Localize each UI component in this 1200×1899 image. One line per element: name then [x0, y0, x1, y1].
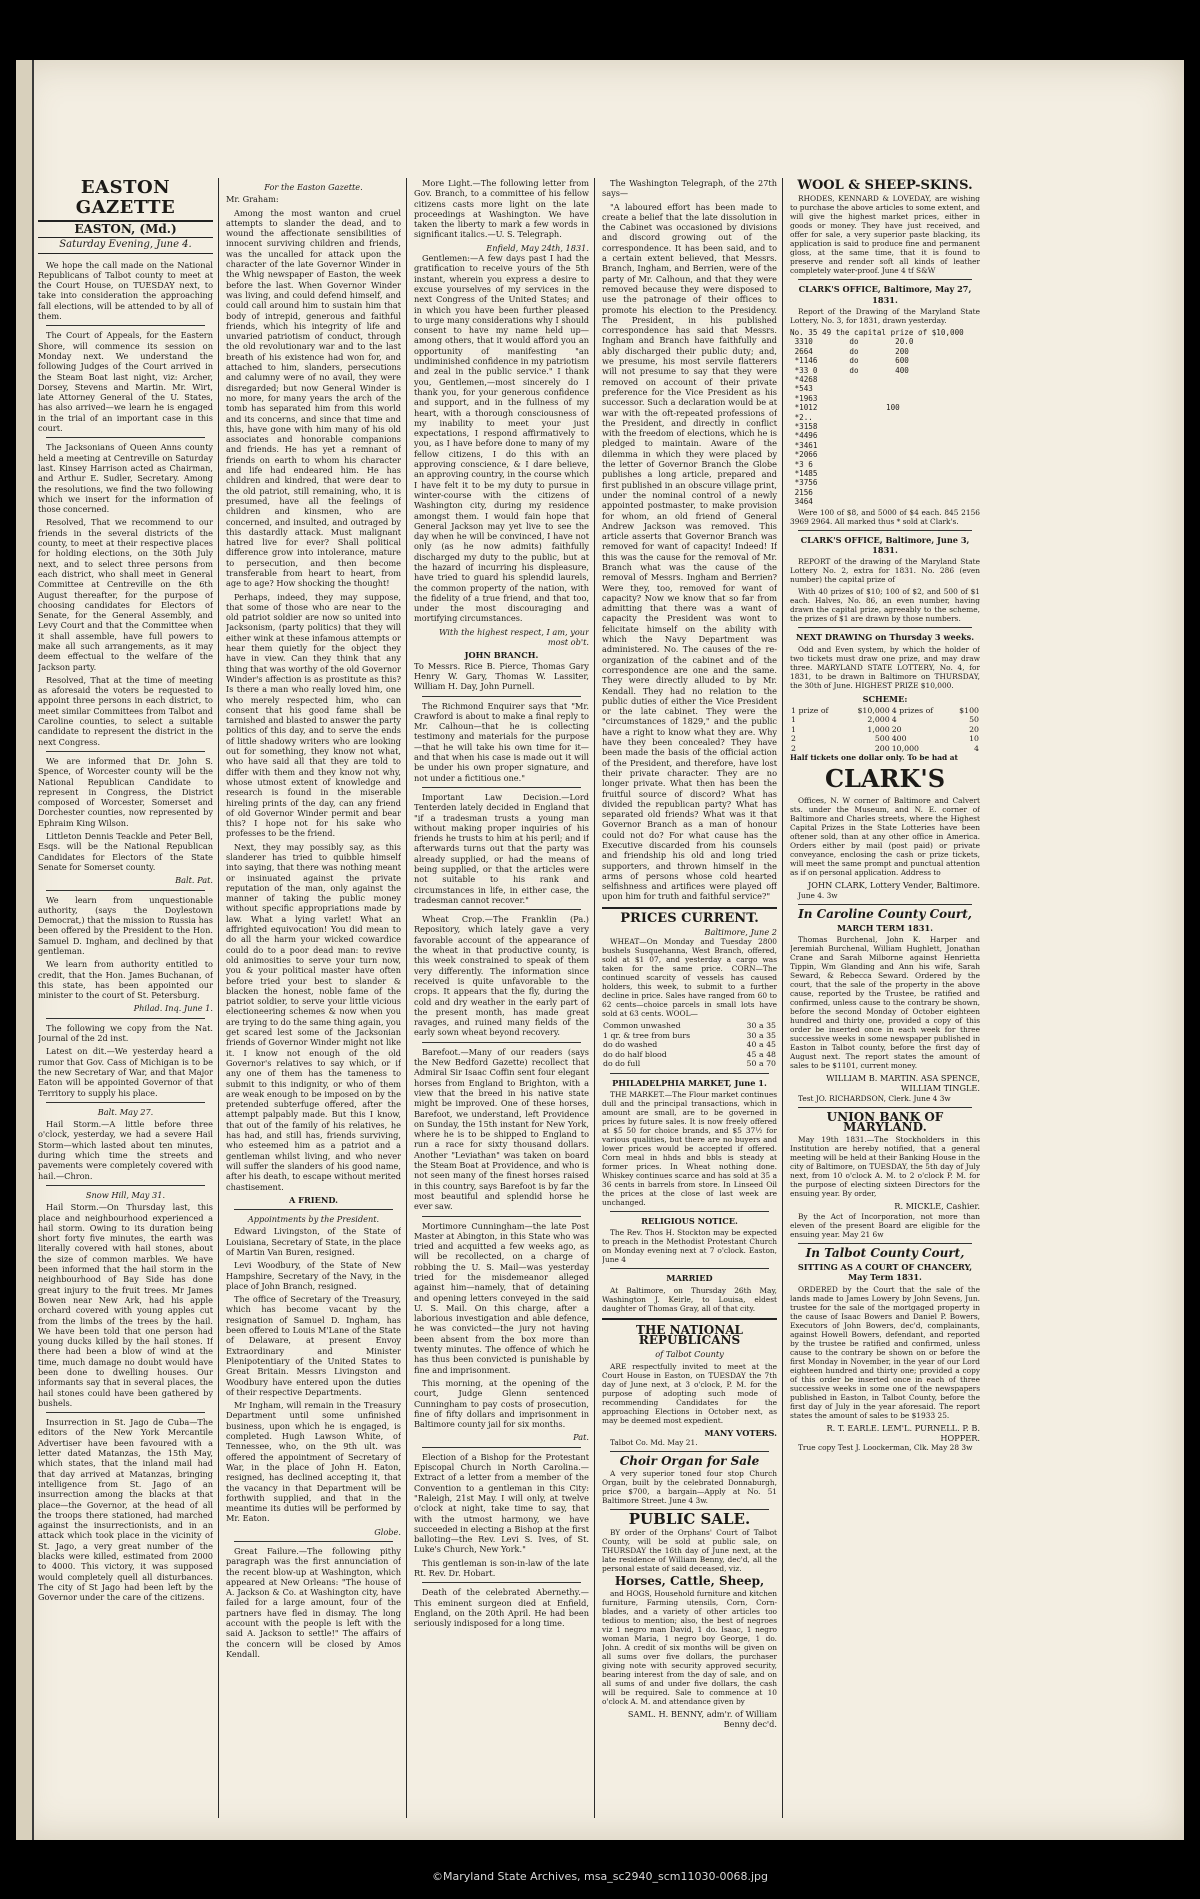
ad-text: ARE respectfully invited to meet at the Court House in Easton, on TUESDAY the 7th day of June next, at 3 o'clock, P. M. for the purpose of adopting such mode of recommending Candidates for the approaching Elections in October next, as may be deemed most expedient.: [602, 1361, 777, 1425]
ad-subheading: MARCH TERM 1831.: [836, 922, 933, 933]
ad-emphasis: Horses, Cattle, Sheep,: [614, 1573, 765, 1588]
divider: [602, 907, 777, 909]
divider: [422, 1042, 581, 1043]
divider: [798, 1243, 972, 1244]
article-paragraph: Hail Storm.—A little before three o'clock, yesterday, we had a severe Hail Storm—which lasted about ten minutes, during which time the streets and pavements were completely covered with hail.—Chron.: [38, 1119, 213, 1181]
column-rule: [782, 178, 783, 1818]
table-row: [790, 706, 980, 716]
ad-heading: Choir Organ for Sale: [619, 1453, 760, 1468]
divider: [610, 1211, 769, 1212]
table-cell: 2,000: [867, 715, 890, 725]
table-cell: 45 a 48: [746, 1049, 776, 1059]
table-cell: 30 a 35: [746, 1021, 776, 1031]
column-5: [790, 178, 980, 1818]
article-paragraph: Littleton Dennis Teackle and Peter Bell, Esqs. will be the National Republican Candidates for Electors of the State Senate for Somerset county.: [38, 831, 213, 872]
divider: [46, 1412, 205, 1413]
divider: [798, 279, 972, 280]
table-row: [790, 725, 980, 735]
article-paragraph: Mr Ingham, will remain in the Treasury Department until some unfinished business, upon which he is engaged, is completed. Hugh Lawson White, of Tennessee, who, on the 9th ult. was offered the appointment of Secretary of War, in the place of John H. Eaton, resigned, has declined accepting it, that the vacancy in that Department will be forthwith supplied, and that in the meantime its duties will be performed by Mr. Eaton.: [226, 1400, 401, 1524]
ad-signature: WILLIAM B. MARTIN. ASA SPENCE, WILLIAM TINGLE.: [826, 1073, 980, 1094]
article-paragraph: Levi Woodbury, of the State of New Hampshire, Secretary of the Navy, in the place of John Branch, resigned.: [226, 1260, 401, 1291]
divider: [234, 1209, 393, 1210]
signature: A FRIEND.: [288, 1194, 339, 1205]
table-cell: 1 qr. & tree from burs: [603, 1030, 691, 1040]
prices-text: WHEAT—On Monday and Tuesday 2800 bushels Susquehanna, West Branch, offered, sold at $1 07, and yesterday a cargo was taken for the same price. CORN—The continued scarcity of vessels has caused holders, this week, to submit to a further decline in price. Sales have ranged from 60 to 62 cents—choice parcels in small lots have sold at 63 cents. WOOL—: [602, 937, 777, 1019]
table-cell: 20: [969, 724, 979, 734]
table-cell: 1: [791, 715, 796, 725]
divider: [422, 1582, 581, 1583]
article-paragraph: This gentleman is son-in-law of the late Rt. Rev. Dr. Hobart.: [414, 1557, 589, 1578]
table-cell: 20: [891, 724, 902, 734]
divider: [610, 1073, 769, 1074]
table-cell: 4 prizes of: [891, 705, 934, 715]
table-row: [790, 715, 980, 725]
ad-heading: CLARK'S OFFICE, Baltimore, May 27, 1831.: [798, 284, 972, 305]
divider: [602, 1318, 777, 1320]
married-text: At Baltimore, on Thursday 26th May, Washington J. Keirle, to Louisa, eldest daughter of Thomas Gray, all of that city.: [602, 1285, 777, 1313]
divider: [46, 325, 205, 326]
table-cell: do do half blood: [603, 1049, 667, 1059]
ad-heading: UNION BANK OF MARYLAND.: [826, 1109, 944, 1135]
ad-text: ORDERED by the Court that the sale of the lands made to James Lowery by John Sevens, Jun. trustee for the sale of the mortgaged property in the cause of Isaac Bowers and Daniel P. Bowers, Executors of John Bowers, dec'd, complainants, against Howell Bowers, defendant, and reported by the trustee be ratified and confirmed, unless cause to the contrary be shown on or before the first Monday in November, in the year of our Lord eighteen hundred and thirty one; provided a copy of this order be inserted once in each of three successive weeks in some one of the newspapers published in Easton, in Talbot County, before the first day of July in the year aforesaid. The report states the amount of sales to be $1933 25.: [790, 1284, 980, 1420]
table-cell: 500: [874, 734, 890, 744]
column-rule: [218, 178, 219, 1818]
article-paragraph: Edward Livingston, of the State of Louisiana, Secretary of State, in the place of Martin Van Buren, resigned.: [226, 1226, 401, 1257]
article-paragraph: Mortimore Cunningham—the late Post Master at Abington, in this State who was tried and acquitted a few weeks ago, as will be recollected, on a charge of robbing the U. S. Mail—was yesterday tried for the misdemeanor alleged against him—namely, that of detaining and opening letters conveyed in the said U. S. Mail. On this charge, after a laborious investigation and able defence, he was convicted—the jury not having been absent from the box more than twenty minutes. The offence of which he has thus been convicted is punishable by fine and imprisonment.: [414, 1220, 589, 1375]
table-row: [790, 734, 980, 744]
divider: [46, 1102, 205, 1103]
article-paragraph: This morning, at the opening of the court, Judge Glenn sentenced Cunningham to pay costs of prosecution, fine of fifty dollars and imprisonment in Baltimore county jail for six months.: [414, 1377, 589, 1430]
letter-dateline: Enfield, May 24th, 1831.: [486, 242, 589, 253]
article-paragraph: The Richmond Enquirer says that "Mr. Crawford is about to make a final reply to Mr. Calhoun—that he is collecting testimony and materials for the purpose—that he will take his own time for it—and that when his case is made out it will be under his own proper signature, and not under a fictitious one.": [414, 700, 589, 783]
table-cell: 50 a 70: [746, 1059, 776, 1069]
married-heading: MARRIED: [666, 1273, 713, 1284]
table-row: [602, 1021, 777, 1031]
article-paragraph: Death of the celebrated Abernethy.—This eminent surgeon died at Enfield, England, on the 20th April. He had been seriously indisposed for a long time.: [414, 1587, 589, 1629]
ad-text: A very superior toned four stop Church Organ, built by the celebrated Donnaburgh, price $700, a bargain—Apply at No. 51 Baltimore Street. June 4 3w.: [602, 1469, 777, 1506]
ad-signature: MANY VOTERS.: [704, 1427, 777, 1438]
source-signoff: Pat.: [573, 1432, 589, 1443]
article-paragraph: Gentlemen:—A few days past I had the gratification to receive yours of the 5th instant, wherein you express a desire to excuse yourselves of my services in the next Congress of the United States; and in which you have been further pleased to urge many considerations why I should consent to have my name held up—among others, that it would afford you an opportunity of manifesting "an undiminished confidence in my patriotism and zeal in the public service." I thank you, Gentlemen,—most sincerely do I thank you, for your generous confidence and support, and in the fullness of my heart, with a thorough consciousness of my inability to meet your just expectations, I respond affirmatively to you, as I have before done to many of my fellow citizens, I do this with an approving conscience, & I dare believe, an approving country, in the course which I have felt it to be my duty to pursue in winter-course with the citizens of Washington city, during my residence amongst them. I would fain hope that General Jackson may yet live to see the day when he will be convinced, I have not only (as he now admits) faithfully discharged my duty to the public, but at the hazard of incurring his displeasure, have tried to guard his splendid laurels, the common property of the nation, with the fidelity of a true friend, and that too, under the most discouraging and mortifying circumstances.: [414, 253, 589, 624]
dateline: Snow Hill, May 31.: [85, 1189, 166, 1200]
table-cell: 2: [791, 743, 796, 753]
ad-heading: WOOL & SHEEP-SKINS.: [797, 178, 973, 193]
table-row: [602, 1031, 777, 1041]
source-signoff: Globe.: [374, 1526, 401, 1537]
column-2: [226, 178, 401, 1818]
article-paragraph: Barefoot.—Many of our readers (says the New Bedford Gazette) recollect that Admiral Sir Isaac Coffin sent four elegant horses from England to Brighton, with a view that the breed in his native state might be improved. One of these horses, Barefoot, we understand, left Providence on Sunday, the 15th instant for New York, where he is to be shipped to England to run a race for sixty thousand dollars. Another "Leviathan" was taken on board the Steam Boat at Providence, and who is not seen many of the finest horses raised in this country, says Barefoot is by far the most beautiful and splendid horse he ever saw.: [414, 1046, 589, 1212]
divider: [46, 1185, 205, 1186]
ad-signature: SAML. H. BENNY, adm'r. of William Benny dec'd.: [627, 1708, 777, 1730]
article-paragraph: Resolved, That we recommend to our friends in the several districts of the county, to meet at their respective places for holding elections, on the 30th July next, and to select three persons from each district, who shall meet in General Committee at Centreville on the 6th August thereafter, for the purpose of choosing candidates for Electors of Senate, for the General Assembly, and Levy Court and that the Committee when it shall assemble, have full powers to make all such arrangements, as it may deem effectual to the welfare of the Jackson party.: [38, 517, 213, 672]
clarks-banner: CLARK'S: [824, 764, 946, 794]
column-4: [602, 178, 777, 1818]
ad-text: By the Act of Incorporation, not more than eleven of the present Board are eligible for the ensuing year. May 21 6w: [790, 1211, 980, 1239]
ad-text: Offices, N. W corner of Baltimore and Calvert sts. under the Museum, and N. E. corner of Baltimore and Charles streets, where the Highest Capital Prizes in the State Lotteries have been oftener sold, than at any other office in America. Orders either by mail (post paid) or private conveyance, enclosing the cash or prize tickets, will meet the same prompt and punctual attention as if on personal application. Address to: [790, 796, 980, 878]
prices-date: Baltimore, June 2: [704, 927, 777, 938]
article-paragraph: More Light.—The following letter from Gov. Branch, to a committee of his fellow citizens casts more light on the late proceedings at Washington. We have taken the liberty to mark a few words in significant italics.—U. S. Telegraph.: [414, 178, 589, 240]
divider: [46, 890, 205, 891]
table-cell: 50: [969, 715, 979, 725]
notice-heading: RELIGIOUS NOTICE.: [641, 1216, 738, 1227]
table-cell: $10,000: [857, 705, 890, 715]
column-3: [414, 178, 589, 1818]
ad-text: Test JO. RICHARDSON, Clerk. June 4 3w: [798, 1093, 951, 1103]
ad-text: May 19th 1831.—The Stockholders in this Institution are hereby notified, that a general meeting will be held at their Banking House in the city of Baltimore, on TUESDAY, the 5th day of July next, from 10 o'clock A. M. to 2 o'clock P. M. for the purpose of electing sixteen Directors for the ensuing year. By order,: [790, 1135, 980, 1199]
table-cell: 1,000: [867, 724, 890, 734]
table-cell: 10,000: [891, 743, 920, 753]
ad-date: June 4. 3w: [798, 890, 838, 900]
ad-subheading: of Talbot County: [655, 1349, 724, 1360]
addressees: To Messrs. Rice B. Pierce, Thomas Gary Henry W. Gary, Thomas W. Lassiter, William H. Day, John Purnell.: [414, 660, 589, 692]
prices-heading: PRICES CURRENT.: [620, 910, 759, 926]
ad-text: With 40 prizes of $10; 100 of $2, and 500 of $1 each. Halves, No. 86, an even number, having drawn the capital prize, agreeably to the scheme, the prizes of $1 are drawn by those numbers.: [790, 587, 980, 624]
divider: [46, 1018, 205, 1019]
divider: [610, 1268, 769, 1269]
ad-text: Report of the Drawing of the Maryland State Lottery, No. 3, for 1831, drawn yesterday.: [790, 306, 980, 325]
article-paragraph: The Washington Telegraph, of the 27th says—: [602, 178, 777, 199]
ad-subheading: SITTING AS A COURT OF CHANCERY, May Term 1831.: [797, 1261, 973, 1283]
divider: [798, 627, 972, 628]
article-paragraph: Insurrection in St. Jago de Cuba—The editors of the New York Mercantile Advertiser have been favoured with a letter dated Matanzas, the 15th May, which states, that the inland mail had that day arrived at Matanzas, bringing intelligence from St. Jago of an insurrection among the blacks at that place—the Governor, at the head of all the troops there stationed, had marched against the insurrectionists, and in an attack which took place in the vicinity of St. Jago, a very great number of the blacks were killed, estimated from 2000 to 4000. This victory, it was supposed would completely quell all disturbances. The city of St Jago had been left by the Governor under the care of the citizens.: [38, 1417, 213, 1603]
ad-signature: R. MICKLE, Cashier.: [894, 1201, 980, 1212]
ad-signature: JOHN CLARK, Lottery Vender, Baltimore.: [808, 880, 980, 891]
masthead-place: EASTON, (Md.): [74, 222, 177, 236]
column-1: [38, 178, 213, 1818]
section-heading: For the Easton Gazette.: [264, 182, 363, 192]
article-paragraph: We learn from authority entitled to credit, that the Hon. James Buchanan, of this state, has been appointed our minister to the court of St. Petersburg.: [38, 959, 213, 1001]
article-paragraph: We hope the call made on the National Republicans of Talbot county to meet at the Court House, on TUESDAY next, to take into consideration the approaching fall elections, will be attended to by all of them.: [38, 259, 213, 322]
table-cell: 10: [969, 734, 979, 744]
ad-text: Half tickets one dollar only. To be had at: [790, 753, 958, 763]
source-signoff: Philad. Inq. June 1.: [133, 1003, 213, 1014]
article-paragraph: Perhaps, indeed, they may suppose, that some of those who are near to the old patriot soldier are now so united into Jacksonism, (party politics) that they will either wink at these infamous attempts or hear them quietly for the object they have in view. Can they think that any thing that was worthy of the old Governor Winder's affection is as prostitute as this? Is there a man who really loved him, one who merely respected him, who can consent that his good fame shall be tarnished and blasted to answer the party politics of this day, and to serve the ends of little shadowy writers who are looking out for something, they know not what, who have said all that they are told to differ with them and they know not why, whose utmost extent of knowledge and research is found in the miserable hireling prints of the day, can any friend of old Governor Winder permit and bear this? I hope not for his sake who professes to be the friend.: [226, 591, 401, 839]
article-paragraph: The office of Secretary of the Treasury, which has become vacant by the resignation of Samuel D. Ingham, has been offered to Louis M'Lane of the State of Delaware, at present Envoy Extraordinary and Minister Plenipotentiary of the United States to Great Britain. Messrs Livingston and Woodbury have entered upon the duties of their respective Departments.: [226, 1294, 401, 1397]
table-cell: $100: [959, 705, 979, 715]
table-row: [602, 1040, 777, 1050]
divider: [798, 1107, 972, 1108]
article-paragraph: Election of a Bishop for the Protestant Episcopal Church in North Carolina.—Extract of a letter from a member of the Convention to a gentleman in this City: "Raleigh, 21st May. I will only, at twelve o'clock at night, take time to say, that with the utmost harmony, we have succeeded in electing a Bishop at the first balloting—the Rev. Levi S. Ives, of St. Luke's Church, New York.": [414, 1451, 589, 1555]
ad-heading: PUBLIC SALE.: [628, 1510, 751, 1529]
article-paragraph: We are informed that Dr. John S. Spence, of Worcester county will be the National Republican Candidate to represent in Congress, the District composed of Worcester, Somerset and Dorchester counties, now represented by Ephraim King Wilson.: [38, 755, 213, 828]
article-paragraph: The Court of Appeals, for the Eastern Shore, will commence its session on Monday next. We understand the following Judges of the Court arrived in the Steam Boat last night, viz: Archer, Dorsey, Stevens and Martin. Mr. Wirt, late Attorney General of the U. States, has also arrived—we learn he is engaged in the trial of an important case in this court.: [38, 330, 213, 434]
archive-caption: ©Maryland State Archives, msa_sc2940_scm11030-0068.jpg: [432, 1870, 768, 1883]
ad-heading: NEXT DRAWING on Thursday 3 weeks.: [795, 632, 975, 643]
adjacent-page-edge: [16, 60, 34, 1840]
table-cell: 200: [874, 743, 890, 753]
ad-heading: In Talbot County Court,: [805, 1245, 965, 1260]
ad-text: BY order of the Orphans' Court of Talbot County, will be sold at public sale, on THURSDAY the 16th day of June next, at the late residence of William Benny, dec'd, all the personal estate of said deceased, viz.: [602, 1527, 777, 1573]
ad-text: RHODES, KENNARD & LOVEDAY, are wishing to purchase the above articles to some extent, and will give the highest market prices, either in goods or money. They have just received, and offer for sale, a very superior paste blacking, its application is said to produce fine and permanent gloss, at the same time, that it is found to preserve and render soft all kinds of leather completely water-proof. June 4 tf S&W: [790, 194, 980, 276]
table-cell: 1: [791, 724, 796, 734]
divider: [798, 530, 972, 531]
article-paragraph: Next, they may possibly say, as this slanderer has tried to quibble himself into saying, that there was nothing meant or insinuated against the private reputation of the man, only against the manner of taking the public money without specific appropriations made by law. What a lying varlet! What an affrighted equivocation! You did mean to do all the harm your wicked cowardice could do to a poor dead man: to revive old animosities to serve your turn now, you & your political master have often before tried your best to slander & blacken the honest, noble fame of the patriot soldier, to serve your little vicious electioneering schemes & now when you are trying to do the same thing again, you get scared lest some of the Jacksonian friends of Governor Winder might not like it. I know not enough of the old Governor's relatives to say which, or if any one of them has the tameness to submit to this indignity, or who of them are weak enough to be imposed on by the pretended subterfuge offered, after the attempt palpably made. But this I know, that out of the family of his relatives, he has had, and still has, friends surviving, who esteemed him as a patriot and a gentleman whilst living, and who never will suffer the slanders of his good name, after his death, to escape without merited chastisement.: [226, 841, 401, 1192]
table-row: [602, 1059, 777, 1069]
lottery-results: No. 35 49 the capital prize of $10,000 3310 do 20.0 2664 do 200 *1146 do 600 *33 0 do 400 *4268 *543 *1963 *1012 100 *2.. *3158 *4496 *3461 *2066 *3 6 *1485 *3756 2156 3464: [790, 327, 964, 507]
market-heading: PHILADELPHIA MARKET, June 1.: [612, 1077, 767, 1088]
table-cell: 1 prize of: [791, 705, 829, 715]
masthead-date: Saturday Evening, June 4.: [38, 237, 213, 253]
ad-heading: CLARK'S OFFICE, Baltimore, June 3, 1831.: [800, 534, 970, 555]
letter-closing: With the highest respect, I am, your most ob't.: [439, 626, 589, 648]
ad-text: True copy Test J. Loockerman, Clk. May 28 3w: [798, 1443, 973, 1453]
article-paragraph: Important Law Decision.—Lord Tenterden lately decided in England that "if a tradesman trusts a young man without making proper inquiries of his friends he trusts to him at his peril; and if afterwards turns out that the party was already supplied, or had the means of being supplied, or that the articles were not suitable to his rank and circumstances in life, in either case, the tradesman cannot recover.": [414, 791, 589, 905]
wool-price-table: [602, 1021, 777, 1069]
table-cell: Common unwashed: [603, 1021, 681, 1031]
table-cell: do do full: [603, 1059, 641, 1069]
table-cell: 40 a 45: [746, 1040, 776, 1050]
ad-text: and HOGS, Household furniture and kitchen furniture, Farming utensils, Corn, Corn-blades, and a variety of other articles too tedious to mention; also, the best of negroes viz 1 negro man David, 1 do. Isaac, 1 negro woman Maria, 1 negro boy George, 1 do. John. A credit of six months will be given on all sums over five dollars, the purchaser giving note with security approved security, bearing interest from the day of sale, and on all sums of and under five dollars, the cash will be required. Sale to commence at 10 o'clock A. M. and attendance given by: [602, 1588, 777, 1706]
ad-place: Talbot Co. Md. May 21.: [610, 1437, 698, 1447]
notice-text: The Rev. Thos H. Stockton may be expected to preach in the Methodist Protestant Church on Monday evening next at 7 o'clock. Easton, June 4: [602, 1228, 777, 1265]
newspaper-page: [16, 60, 1184, 1840]
salutation: Mr. Graham:: [226, 194, 279, 205]
divider: [46, 437, 205, 438]
article-paragraph: The Jacksonians of Queen Anns county held a meeting at Centreville on Saturday last. Kinsey Harrison acted as Chairman, and Arthur E. Sudler, Secretary. Among the resolutions, we find the two following which we insert for the information of those concerned.: [38, 442, 213, 515]
ad-text: Were 100 of $8, and 5000 of $4 each. 845 2156 3969 2964. All marked thus * sold at Clark's.: [790, 507, 980, 526]
article-paragraph: The following we copy from the Nat. Journal of the 2d inst.: [38, 1022, 213, 1044]
ad-text: REPORT of the drawing of the Maryland State Lottery No. 2, extra for 1831. No. 286 (even number) the capital prize of: [790, 557, 980, 585]
article-paragraph: "A laboured effort has been made to create a belief that the late dissolution in the Cabinet was occasioned by divisions and discord growing out of the correspondence. It has been said, and to a certain extent believed, that Messrs. Branch, Ingham, and Berrien, were of the party of Mr. Calhoun, and that they were removed because they were disposed to use the patronage of their offices to promote his election to the Presidency. The President, in his published correspondence has said that Messrs. Ingham and Branch have faithfully and ably discharged their public duty; and, we presume, his most servile flatterers will not presume to say that they were removed on account of their private preference for the Vice President as his successor. Such a declaration would be at war with the oft-repeated professions of the President, and directly in conflict with the freedom of elections, which he is pledged to maintain. Aware of the dilemma in which they were placed by the letter of Governor Branch the Globe publishes a long article, prepared and first published in an obscure village print, under the nominal control of a newly appointed postmaster, to make provision for whom, an old friend of General Andrew Jackson was removed. This article asserts that Governor Branch was removed for want of capacity! Indeed! If this was the cause for the removal of Mr. Branch what was the cause of the removal of Messrs. Ingham and Berrien? Were they, too, removed for want of capacity? Now we know that so far from admitting that there was a want of capacity the President was wont to felicitate himself on the ability with which the Navy Department was administered. No. The causes of the re-organization of the cabinet and of the correspondence are one and the same. They were directly alluded to by Mr. Kendall. They had no relation to the public duties of either the Vice President or the late cabinet. They were the "circumstances of 1829," and the public have a right to know what they are. Why have they been concealed? They have been made the basis of the official action of the President, and therefore, have lost their private character. They are no longer private. What then has been the fruitful source of discord? What has divided the republican party? What has separated old friends? What was it that Governor Branch as a man of honour could not do? For what cause has the Executive discarded from his counsels and friendship his old and long tried supporters, and thrown himself in the arms of persons whose cold hearted selfishness and artifices were played off upon him for truth and faithful service?": [602, 201, 777, 902]
article-paragraph: Latest on dit.—We yesterday heard a rumor that Gov. Cass of Michigan is to be the new Secretary of War, and that Major Eaton will be appointed Governor of that Territory to supply his place.: [38, 1046, 213, 1098]
ad-heading: THE NATIONAL REPUBLICANS: [636, 1322, 743, 1348]
table-cell: 2: [791, 734, 796, 744]
column-rule: [594, 178, 595, 1818]
scheme-heading: SCHEME:: [862, 693, 908, 704]
masthead-title: EASTON GAZETTE: [38, 178, 213, 222]
ad-signature: R. T. EARLE. LEM'L. PURNELL. P. B. HOPPER.: [826, 1422, 980, 1443]
table-cell: 4: [891, 715, 897, 725]
table-cell: 400: [891, 734, 907, 744]
market-text: THE MARKET.—The Flour market continues dull and the principal transactions, which in amount are small, are to be governed in prices by future sales. It is now freely offered at $5 50 for choice brands, and $5 37½ for various qualities, but there are no buyers and lower prices would be accepted if offered. Corn meal in hhds and bbls is steady at former prices. In Wheat nothing done. Whiskey continues scarce and has sold at 35 a 36 cents in barrels from store. In Linseed Oil the prices at the close of last week are unchanged.: [602, 1090, 777, 1208]
divider: [422, 909, 581, 910]
ad-heading: In Caroline County Court,: [798, 906, 972, 921]
signature: JOHN BRANCH.: [464, 650, 539, 661]
divider: [422, 1447, 581, 1448]
scheme-table: [790, 706, 980, 754]
table-row: [602, 1050, 777, 1060]
section-heading: Appointments by the President.: [247, 1214, 380, 1225]
source-signoff: Balt. Pat.: [175, 875, 213, 886]
divider: [798, 904, 972, 905]
article-paragraph: We learn from unquestionable authority, (says the Doylestown Democrat,) that the mission to Russia has been offered by the President to the Hon. Samuel D. Ingham, and declined by that gentleman.: [38, 894, 213, 956]
divider: [422, 1216, 581, 1217]
divider: [422, 696, 581, 697]
divider: [234, 1541, 393, 1542]
article-paragraph: Among the most wanton and cruel attempts to slander the dead, and to wound the affectionate sensibilities of innocent surviving children and friends, was the uncalled for attack upon the character of the late Governor Winder in the Whig newspaper of Easton, the week before the last. When Governor Winder was living, and could defend himself, and could call around him to sustain him that body of intrepid, generous and faithful friends, which his integrity of life and unvaried patriotism of conduct, through the old revolutionary war and to the last breath of his existence had won for, and attached to him, slanders, persecutions and calumny were of no avail, they were disregarded; but now General Winder is no more, for many years the arch of the tomb has separated him from this world and its concerns, and since that time and this, have gone with him many of his old associates and honorable companions and friends. He has yet a remnant of friends on earth to whom his character and life had endeared him. He has children and kindred, that were dear to the old patriot, still remaining, who, it is presumed, have all the feelings of children and kinsmen, who are concerned, and insulted, and outraged by this dastardly attack. Must malignant hatred live for ever? Shall political difference grow into intolerance, mature to persecution, and then become transferable from heart to heart, from age to age? How shocking the thought!: [226, 207, 401, 589]
ad-text: Odd and Even system, by which the holder of two tickets must draw one prize, and may draw three. MARYLAND STATE LOTTERY, No. 4, for 1831, to be drawn in Baltimore on THURSDAY, the 30th of June. HIGHEST PRIZE $10,000.: [790, 644, 980, 690]
table-cell: 30 a 35: [746, 1030, 776, 1040]
dateline: Balt. May 27.: [97, 1106, 154, 1117]
divider: [422, 787, 581, 788]
article-paragraph: Resolved, That at the time of meeting as aforesaid the voters be requested to appoint three persons in each district, to meet similar Committees from Talbot and Caroline counties, to select a suitable candidate to represent the district in the next Congress.: [38, 674, 213, 747]
article-paragraph: Wheat Crop.—The Franklin (Pa.) Repository, which lately gave a very favorable account of the appearance of the wheat in that productive county, is this week constrained to speak of them very differently. The information since received is quite unfavorable to the crops. It appears that the fly, during the cold and dry weather in the early part of the present month, has made great ravages, and ruined many fields of the early sown wheat beyond recovery.: [414, 914, 589, 1038]
divider: [46, 751, 205, 752]
table-cell: 4: [974, 743, 979, 753]
ad-text: Thomas Burchenal, John K. Harper and Jeremiah Burchenal, William Hughlett, Jonathan Crane and Sarah Milborne against Henrietta Tippin, Wm Glanding and Ann his wife, Sarah Seward, & Rebecca Seward. Ordered by the court, that the sale of the property in the above cause, reported by the Trustee, be ratified and confirmed, unless cause to the contrary be shown, before the second Monday of October eighteen hundred and thirty one, provided a copy of this order be inserted once in each week for three successive weeks in some newspaper published in Easton in Talbot county, before the first day of August next. The report states the amount of sales to be $1101, current money.: [790, 935, 980, 1071]
article-paragraph: Great Failure.—The following pithy paragraph was the first annunciation of the recent blow-up at Washington, which appeared at New Orleans: "The house of A. Jackson & Co. at Washington city, have failed for a large amount, four of the partners have fled in dismay. The long account with the people is left with the said A. Jackson to settle!" The affairs of the concern will be closed by Amos Kendall.: [226, 1546, 401, 1659]
table-row: [790, 744, 980, 754]
divider: [610, 1451, 769, 1452]
table-cell: do do washed: [603, 1040, 658, 1050]
article-paragraph: Hail Storm.—On Thursday last, this place and neighbourhood experienced a hail storm. Owing to its duration being short forty five minutes, the earth was literally covered with hail stones, about the size of common marbles. We have been informed that the hail storm in the neighbourhood of Bay Side has done great injury to the fruit trees. Mr James Bowen near New Ark, had his apple orchard covered with young apples cut from the limbs of the trees by the hail. We have been told that one person had young ducks killed by the hail stones. If there had been a blow of wind at the time, much damage no doubt would have been done to dwelling houses. Our informants say that in several places, the hail stones could have been gathered by bushels.: [38, 1202, 213, 1408]
column-rule: [406, 178, 407, 1818]
